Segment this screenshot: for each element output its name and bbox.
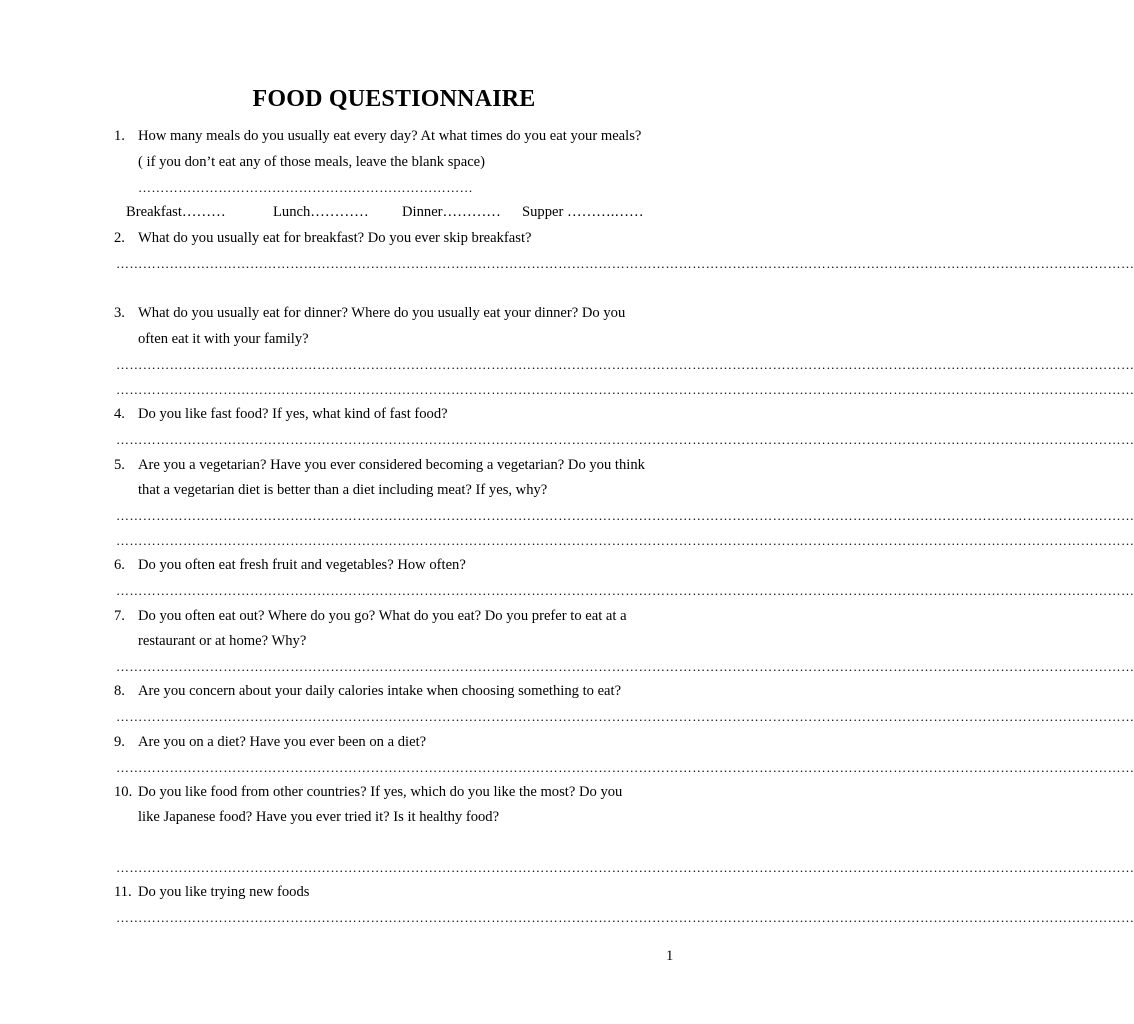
answer-line: ………………………………………………………………………………………………………………………………………………………………………………………………………… — [116, 659, 1134, 674]
question-1-text-line-2: ( if you don’t eat any of those meals, leave the blank space) — [138, 154, 486, 170]
question-4-text-line-1: Do you like fast food? If yes, what kind of fast food? — [138, 406, 448, 422]
meal-lunch: Lunch………… — [273, 204, 369, 220]
question-5-text-line-2: that a vegetarian diet is better than a diet including meat? If yes, why? — [138, 482, 548, 498]
question-10-text-line-2: like Japanese food? Have you ever tried it? Is it healthy food? — [138, 809, 500, 825]
answer-line: ………………………………………………………………………………………………………………………………………………………………………………………………………… — [116, 357, 1134, 372]
answer-line: ………………………………………………………………………………………………………………………………………………………………………………………………………… — [116, 760, 1134, 775]
answer-line: ………………………………………………………………………………………………………………………………………………………………………………………………………… — [116, 508, 1134, 523]
question-8-text-line-1: Are you concern about your daily calories intake when choosing something to eat? — [138, 683, 622, 699]
question-9-text-line-1: Are you on a diet? Have you ever been on a diet? — [138, 734, 427, 750]
question-6-number: 6. — [114, 557, 125, 573]
question-3-text-line-1: What do you usually eat for dinner? Where do you usually eat your dinner? Do you — [138, 305, 626, 321]
question-2-text-line-1: What do you usually eat for breakfast? Do you ever skip breakfast? — [138, 230, 532, 246]
question-7-text-line-2: restaurant or at home? Why? — [138, 633, 307, 649]
answer-line: ………………………………………………………………………………………………………………………………………………………………………………………………………… — [116, 432, 1134, 447]
question-7-text-line-1: Do you often eat out? Where do you go? What do you eat? Do you prefer to eat at a — [138, 608, 627, 624]
answer-line: ………………………………………………………………………………………………………………………………………………………………………………………………………… — [116, 382, 1134, 397]
answer-line: ………………………………………………………………… — [138, 180, 473, 195]
question-1-number: 1. — [114, 128, 125, 144]
meal-breakfast: Breakfast……… — [126, 204, 226, 220]
answer-line: ………………………………………………………………………………………………………………………………………………………………………………………………………… — [116, 583, 1134, 598]
page-number: 1 — [666, 948, 674, 964]
answer-line: ………………………………………………………………………………………………………………………………………………………………………………………………………… — [116, 709, 1134, 724]
question-7-number: 7. — [114, 608, 125, 624]
answer-line: ………………………………………………………………………………………………………………………………………………………………………………………………………… — [116, 533, 1134, 548]
question-4-number: 4. — [114, 406, 125, 422]
meal-supper: Supper ……….…… — [522, 204, 644, 220]
question-8-number: 8. — [114, 683, 125, 699]
question-9-number: 9. — [114, 734, 125, 750]
question-5-number: 5. — [114, 457, 125, 473]
question-11-number: 11. — [114, 884, 132, 900]
question-6-text-line-1: Do you often eat fresh fruit and vegetables? How often? — [138, 557, 466, 573]
question-3-number: 3. — [114, 305, 125, 321]
answer-line: ………………………………………………………………………………………………………………………………………………………………………………………………………… — [116, 256, 1134, 271]
meal-dinner: Dinner………… — [402, 204, 501, 220]
question-5-text-line-1: Are you a vegetarian? Have you ever considered becoming a vegetarian? Do you think — [138, 457, 645, 473]
question-2-number: 2. — [114, 230, 125, 246]
page-title: FOOD QUESTIONNAIRE — [252, 86, 536, 112]
answer-line: ………………………………………………………………………………………………………………………………………………………………………………………………………… — [116, 910, 1134, 925]
question-10-text-line-1: Do you like food from other countries? If yes, which do you like the most? Do you — [138, 784, 623, 800]
question-10-number: 10. — [114, 784, 133, 800]
question-11-text-line-1: Do you like trying new foods — [138, 884, 310, 900]
question-1-text-line-1: How many meals do you usually eat every day? At what times do you eat your meals? — [138, 128, 642, 144]
question-3-text-line-2: often eat it with your family? — [138, 331, 309, 347]
answer-line: ………………………………………………………………………………………………………………………………………………………………………………………………………… — [116, 860, 1134, 875]
